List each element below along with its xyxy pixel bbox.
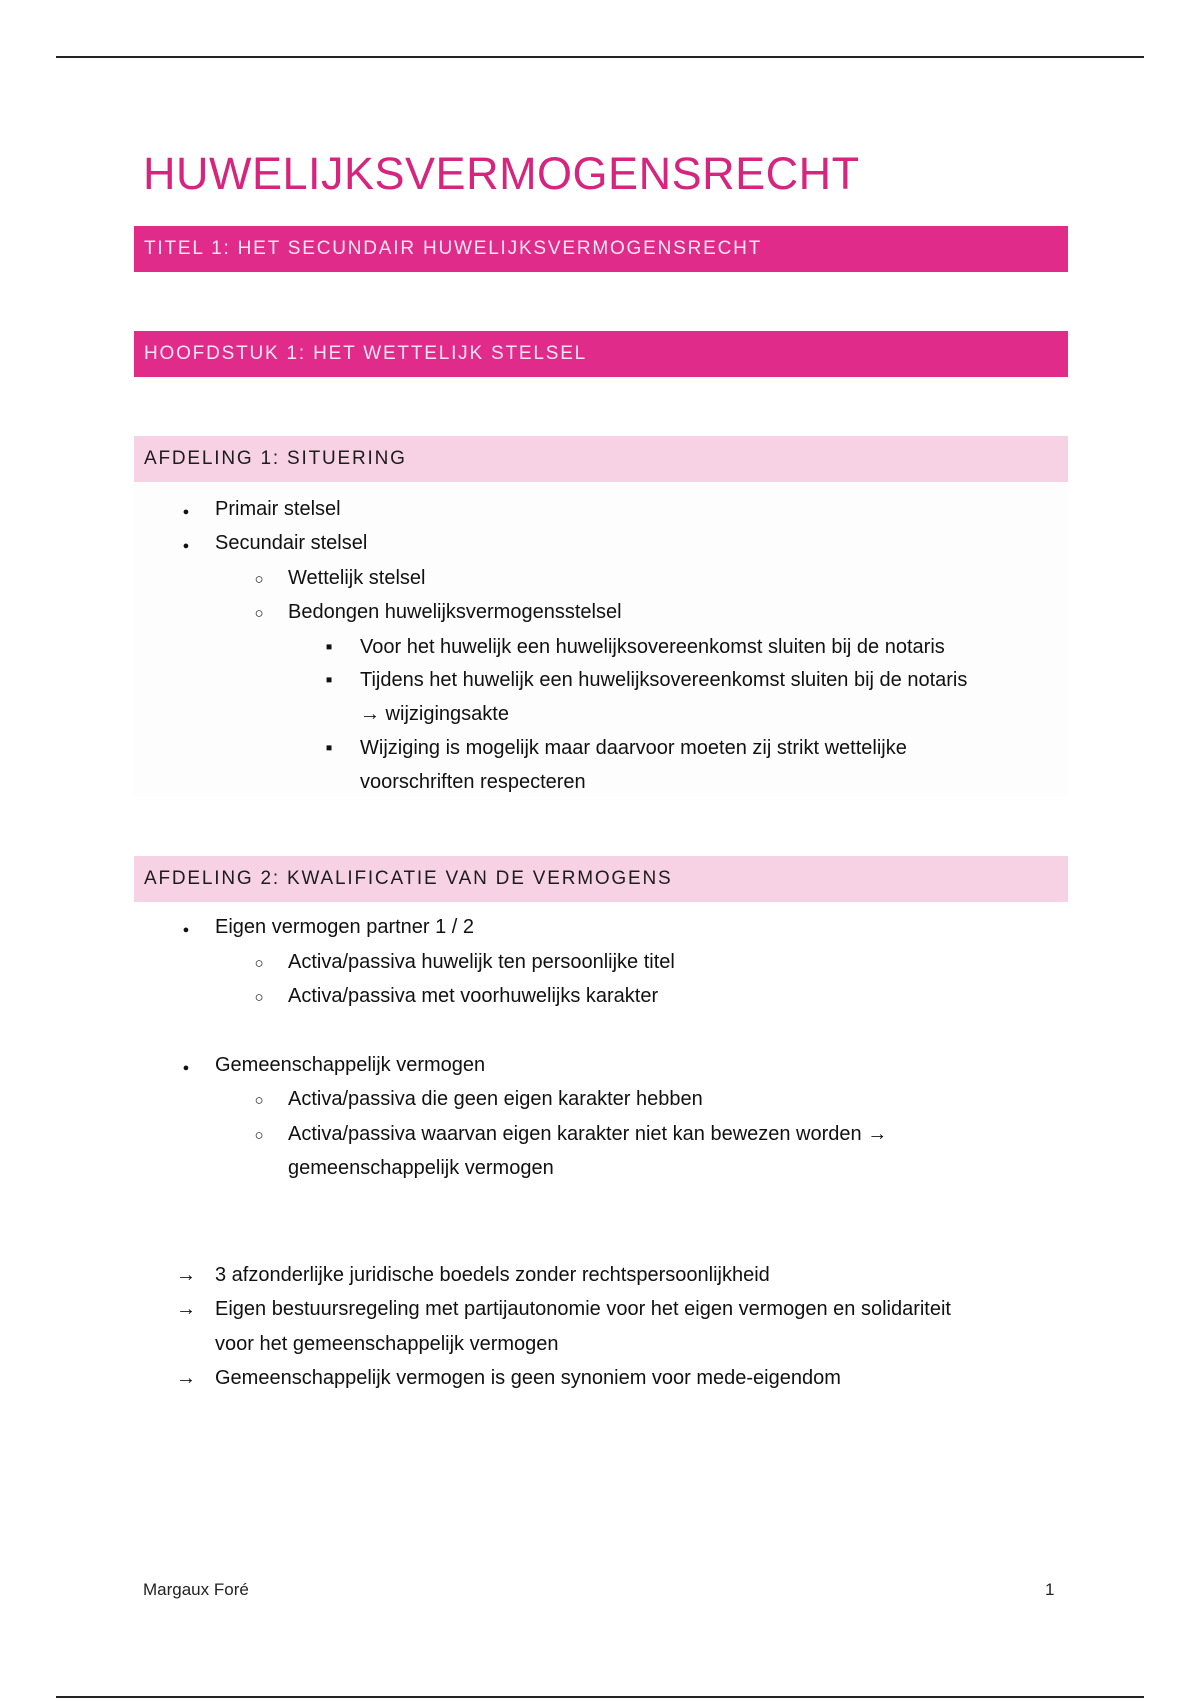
titel-heading: TITEL 1: HET SECUNDAIR HUWELIJKSVERMOGENSRECHT: [134, 226, 1068, 272]
circle-bullet-icon: [244, 945, 274, 981]
square-bullet-icon: [314, 731, 344, 765]
square-bullet-icon: [314, 630, 344, 664]
arrow-right-icon: →: [176, 1367, 196, 1389]
list-item-text: Eigen bestuursregeling met partijautonomie voor het eigen vermogen en solidariteit: [215, 1298, 951, 1320]
bullet-icon: [171, 526, 201, 563]
list-item-text: → wijzigingsakte: [360, 703, 509, 725]
footer-author: Margaux Foré: [143, 1580, 249, 1599]
bullet-icon: [171, 1048, 201, 1085]
list-item-text: Secundair stelsel: [215, 532, 368, 554]
list-item-text: Primair stelsel: [215, 498, 341, 520]
afdeling-1-heading: AFDELING 1: SITUERING: [134, 436, 1068, 482]
list-item-text: gemeenschappelijk vermogen: [288, 1157, 554, 1179]
list-item-text: Gemeenschappelijk vermogen is geen synoniem voor mede-eigendom: [215, 1367, 841, 1389]
list-item-text: Bedongen huwelijksvermogensstelsel: [288, 601, 622, 623]
list-item-text: Wettelijk stelsel: [288, 567, 426, 589]
afdeling-2-heading: AFDELING 2: KWALIFICATIE VAN DE VERMOGENS: [134, 856, 1068, 902]
list-item-text: Tijdens het huwelijk een huwelijksovereenkomst sluiten bij de notaris: [360, 669, 968, 691]
list-item-text: Gemeenschappelijk vermogen: [215, 1054, 486, 1076]
square-bullet-icon: [314, 663, 344, 697]
list-item-text: Activa/passiva huwelijk ten persoonlijke titel: [288, 951, 675, 973]
list-item-text: 3 afzonderlijke juridische boedels zonder rechtspersoonlijkheid: [215, 1264, 770, 1286]
bullet-icon: [171, 910, 201, 947]
list-item-text: Activa/passiva met voorhuwelijks karakter: [288, 985, 659, 1007]
document-title: HUWELIJKSVERMOGENSRECHT: [143, 148, 860, 199]
top-rule: [56, 56, 1144, 58]
hoofdstuk-heading: HOOFDSTUK 1: HET WETTELIJK STELSEL: [134, 331, 1068, 377]
circle-bullet-icon: [244, 1082, 274, 1118]
circle-bullet-icon: [244, 561, 274, 597]
list-item-text: Activa/passiva waarvan eigen karakter niet kan bewezen worden →: [288, 1123, 888, 1145]
list-item-text: voor het gemeenschappelijk vermogen: [215, 1333, 559, 1355]
circle-bullet-icon: [244, 595, 274, 631]
list-item-text: Voor het huwelijk een huwelijksovereenkomst sluiten bij de notaris: [360, 636, 945, 658]
list-item-text: Activa/passiva die geen eigen karakter hebben: [288, 1088, 703, 1110]
circle-bullet-icon: [244, 979, 274, 1015]
circle-bullet-icon: [244, 1117, 274, 1153]
page-number: 1: [1045, 1580, 1055, 1599]
list-item-text: Eigen vermogen partner 1 / 2: [215, 916, 475, 938]
arrow-right-icon: →: [176, 1298, 196, 1320]
bottom-rule: [56, 1696, 1144, 1698]
arrow-right-icon: →: [176, 1264, 196, 1286]
bullet-icon: [171, 492, 201, 529]
list-item-text: voorschriften respecteren: [360, 771, 586, 793]
list-item-text: Wijziging is mogelijk maar daarvoor moeten zij strikt wettelijke: [360, 737, 907, 759]
